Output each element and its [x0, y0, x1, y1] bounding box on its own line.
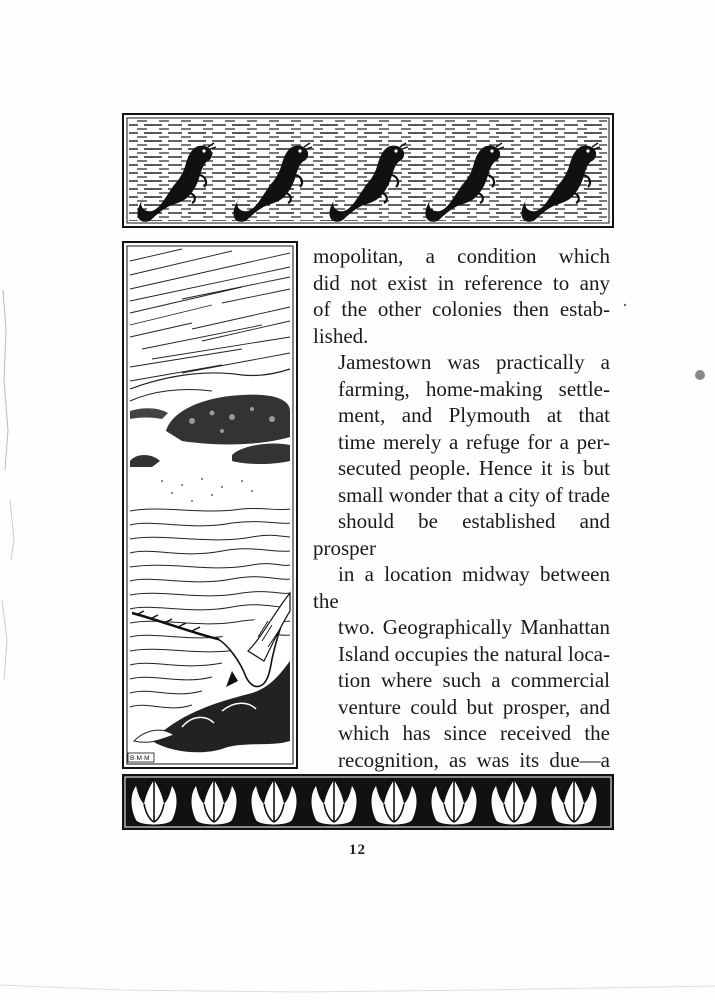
text-line: in a location midway between the	[313, 562, 610, 613]
illustration-signature: B·M·M	[130, 755, 150, 762]
paragraph-continuation	[313, 243, 610, 349]
text-line: ment, and Plymouth at that	[338, 403, 610, 427]
text-line: should be established and prosper	[313, 509, 610, 560]
body-text	[313, 243, 610, 826]
text-line: tion where such a commercial	[338, 668, 610, 692]
page-number: 12	[349, 842, 366, 858]
bottom-border-tulips	[122, 774, 614, 830]
paragraph-jamestown	[313, 349, 610, 826]
text-line: which has since received the	[338, 721, 610, 745]
text-line: did not exist in reference to any	[313, 270, 610, 295]
text-line: venture could but prosper, and	[338, 694, 610, 719]
text-line: mopolitan, a condition which	[313, 244, 610, 268]
text-line: lished.	[313, 323, 369, 348]
text-line: farming, home-making settle-	[338, 376, 610, 401]
text-line: Island occupies the natural loca-	[338, 641, 610, 666]
text-line: two. Geographically Manhattan	[338, 615, 610, 639]
text-line: of the other colonies then estab-	[313, 297, 610, 321]
paper-speck	[695, 370, 705, 380]
text-line: secuted people. Hence it is but	[338, 456, 610, 480]
top-border-beavers	[122, 113, 614, 228]
text-line: time merely a refuge for a per-	[338, 429, 610, 454]
text-line: small wonder that a city of trade	[338, 482, 610, 507]
text-line: Jamestown was practically a	[338, 350, 610, 374]
text-line: recognition, as was its due—a	[338, 747, 610, 772]
river-landscape-illustration	[122, 241, 298, 769]
